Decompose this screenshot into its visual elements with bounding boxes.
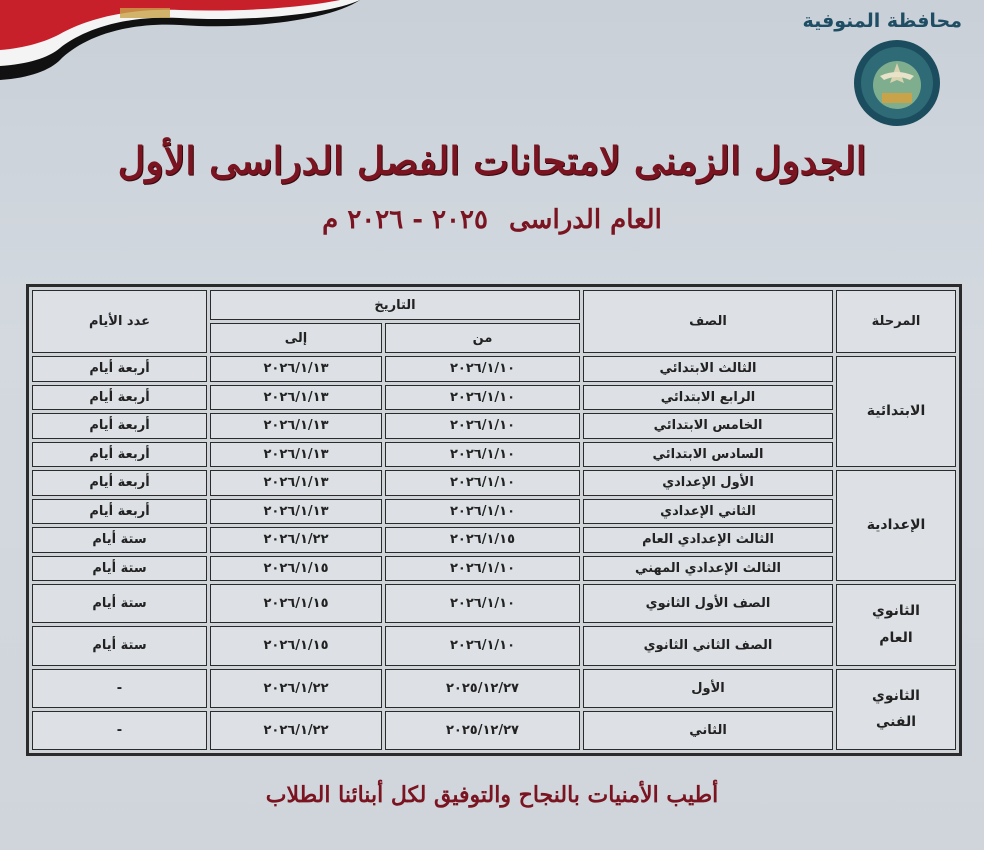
from-cell: ٢٠٢٦/١/١٠ [385, 499, 580, 525]
academic-year-label: العام الدراسى [509, 205, 662, 235]
grade-cell: الثالث الإعدادي العام [583, 527, 833, 553]
to-cell: ٢٠٢٦/١/١٥ [210, 556, 382, 582]
from-cell: ٢٠٢٦/١/١٠ [385, 385, 580, 411]
stage-line: الثانوي [872, 603, 920, 620]
to-cell: ٢٠٢٦/١/١٣ [210, 356, 382, 382]
from-cell: ٢٠٢٦/١/١٠ [385, 356, 580, 382]
governorate-seal-icon [852, 38, 942, 128]
stage-cell [836, 584, 956, 665]
table-row [32, 669, 956, 708]
days-cell: أربعة أيام [32, 442, 207, 468]
days-cell: - [32, 669, 207, 708]
days-cell: أربعة أيام [32, 413, 207, 439]
to-cell: ٢٠٢٦/١/٢٢ [210, 669, 382, 708]
page-title: الجدول الزمنى لامتحانات الفصل الدراسى الأول [117, 138, 867, 183]
from-cell: ٢٠٢٦/١/١٠ [385, 584, 580, 623]
days-cell: أربعة أيام [32, 499, 207, 525]
table-row [32, 442, 956, 468]
grade-cell: الصف الثاني الثانوي [583, 626, 833, 665]
header-days: عدد الأيام [32, 290, 207, 353]
table-row [32, 626, 956, 665]
to-cell: ٢٠٢٦/١/١٣ [210, 442, 382, 468]
header-to: إلى [210, 323, 382, 353]
stage-line: الفني [875, 714, 916, 731]
stage-line: العام [879, 629, 913, 646]
header-date: التاريخ [210, 290, 580, 320]
to-cell: ٢٠٢٦/١/١٣ [210, 385, 382, 411]
egypt-flag-icon [0, 0, 380, 95]
from-cell: ٢٠٢٦/١/١٠ [385, 470, 580, 496]
header-stage: المرحلة [836, 290, 956, 353]
to-cell: ٢٠٢٦/١/١٣ [210, 470, 382, 496]
from-cell: ٢٠٢٦/١/١٠ [385, 413, 580, 439]
grade-cell: الثاني [583, 711, 833, 750]
from-cell: ٢٠٢٦/١/١٠ [385, 442, 580, 468]
grade-cell: الرابع الابتدائي [583, 385, 833, 411]
grade-cell: الأول الإعدادي [583, 470, 833, 496]
to-cell: ٢٠٢٦/١/١٥ [210, 626, 382, 665]
header-from: من [385, 323, 580, 353]
to-cell: ٢٠٢٦/١/١٥ [210, 584, 382, 623]
grade-cell: الخامس الابتدائي [583, 413, 833, 439]
from-cell: ٢٠٢٥/١٢/٢٧ [385, 711, 580, 750]
days-cell: ستة أيام [32, 527, 207, 553]
stage-cell: الابتدائية [836, 356, 956, 467]
table-row [32, 356, 956, 382]
table-row [32, 711, 956, 750]
days-cell: أربعة أيام [32, 356, 207, 382]
academic-year [0, 205, 984, 235]
governorate-name: محافظة المنوفية [802, 10, 962, 32]
table-row [32, 584, 956, 623]
table-row [32, 556, 956, 582]
footer-wishes: أطيب الأمنيات بالنجاح والتوفيق لكل أبنائنا الطلاب [265, 782, 719, 808]
table-row [32, 499, 956, 525]
grade-cell: السادس الابتدائي [583, 442, 833, 468]
to-cell: ٢٠٢٦/١/٢٢ [210, 711, 382, 750]
stage-cell: الإعدادية [836, 470, 956, 581]
grade-cell: الثالث الابتدائي [583, 356, 833, 382]
to-cell: ٢٠٢٦/١/١٣ [210, 413, 382, 439]
table-row [32, 385, 956, 411]
table-row [32, 413, 956, 439]
grade-cell: الثالث الإعدادي المهني [583, 556, 833, 582]
days-cell: ستة أيام [32, 626, 207, 665]
days-cell: أربعة أيام [32, 385, 207, 411]
academic-year-value: ٢٠٢٥ - ٢٠٢٦ م [322, 205, 488, 235]
from-cell: ٢٠٢٦/١/١٠ [385, 626, 580, 665]
days-cell: ستة أيام [32, 556, 207, 582]
exam-schedule-table [26, 284, 962, 756]
header-grade: الصف [583, 290, 833, 353]
days-cell: أربعة أيام [32, 470, 207, 496]
days-cell: - [32, 711, 207, 750]
grade-cell: الأول [583, 669, 833, 708]
from-cell: ٢٠٢٥/١٢/٢٧ [385, 669, 580, 708]
stage-cell [836, 669, 956, 751]
table-row [32, 470, 956, 496]
grade-cell: الثاني الإعدادي [583, 499, 833, 525]
table-row [32, 527, 956, 553]
to-cell: ٢٠٢٦/١/١٣ [210, 499, 382, 525]
to-cell: ٢٠٢٦/١/٢٢ [210, 527, 382, 553]
from-cell: ٢٠٢٦/١/١٠ [385, 556, 580, 582]
from-cell: ٢٠٢٦/١/١٥ [385, 527, 580, 553]
stage-line: الثانوي [872, 687, 920, 704]
days-cell: ستة أيام [32, 584, 207, 623]
grade-cell: الصف الأول الثانوي [583, 584, 833, 623]
